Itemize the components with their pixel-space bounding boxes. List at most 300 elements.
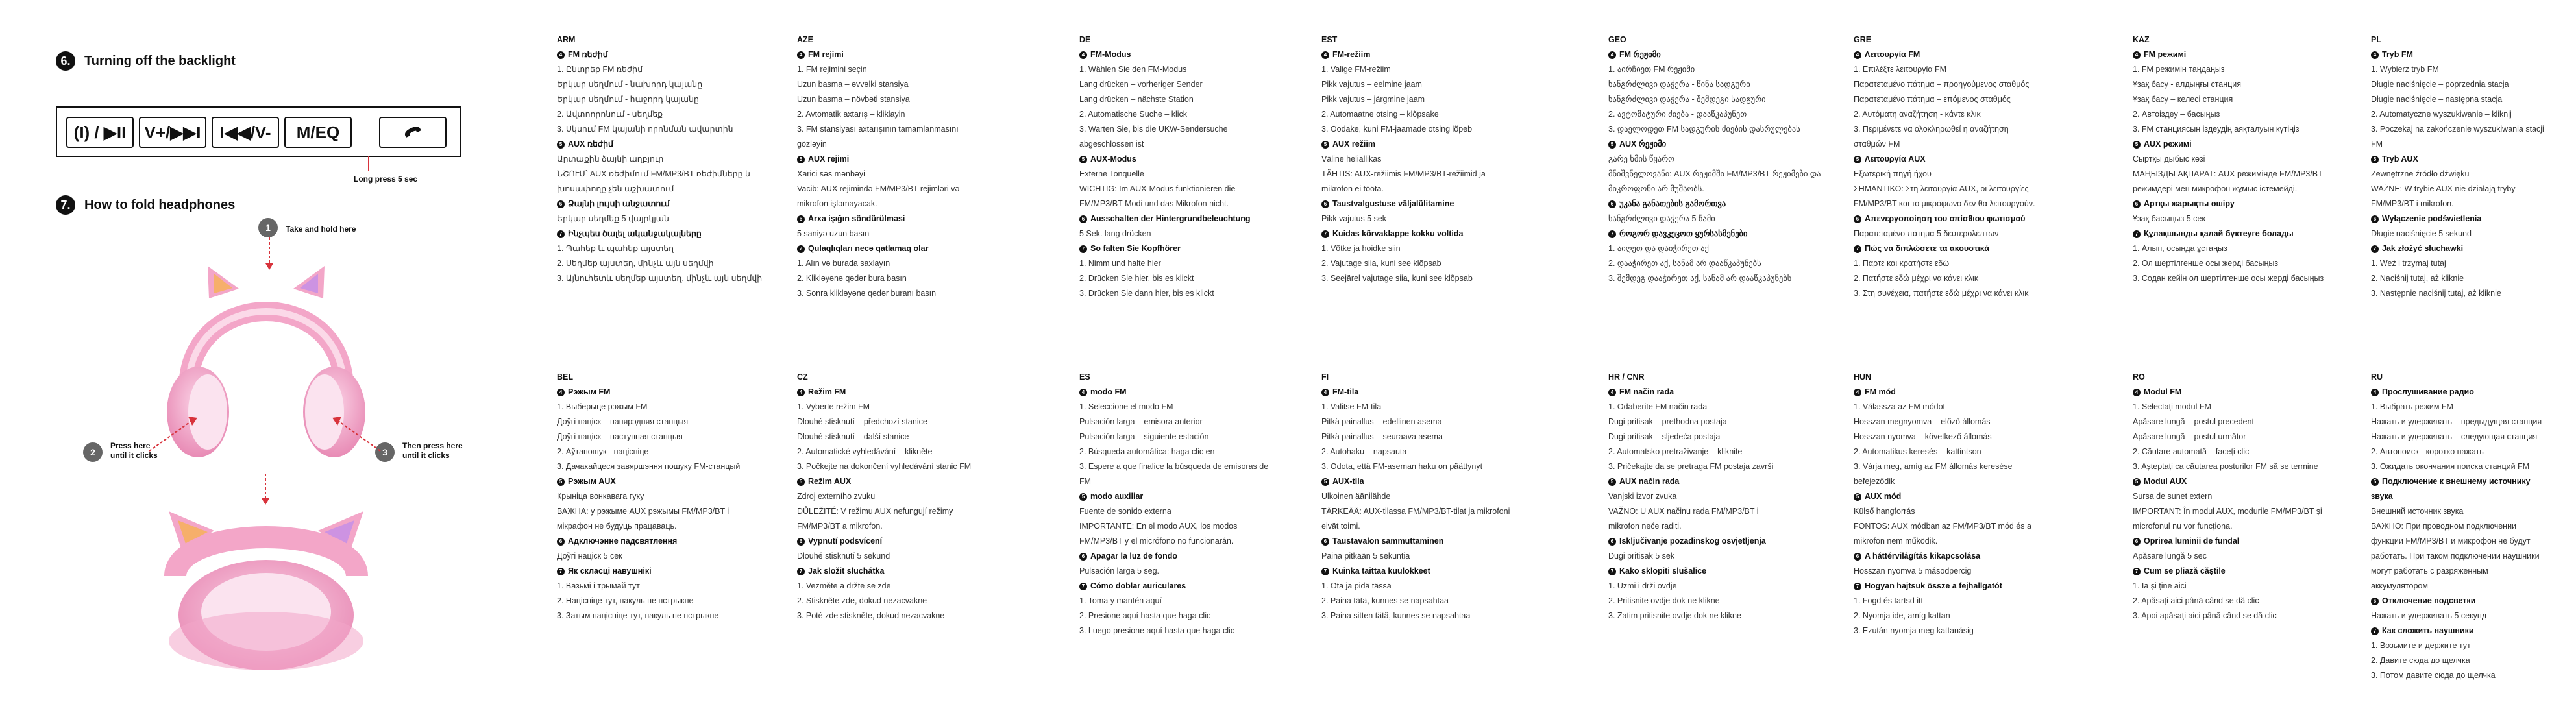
- instruction-heading: [1608, 197, 1842, 212]
- instruction-line: 2. Presione aquí hasta que haga clic: [1079, 611, 1211, 620]
- instruction-heading-text: Wyłączenie podświetlenia: [2382, 214, 2482, 223]
- instruction-line: mikrofon işləmayacak.: [797, 199, 877, 208]
- long-press-arrow: [363, 154, 383, 174]
- instruction-heading-text: Taustvalgustuse väljalülitamine: [1332, 199, 1454, 208]
- instruction-heading: [1321, 137, 1555, 152]
- instruction-line: Нажать и удерживать – предыдущая станция: [2371, 417, 2542, 426]
- instruction-heading: [1854, 212, 2087, 226]
- instruction-line: Apăsare lungă – postul următor: [2133, 432, 2246, 441]
- instruction-line: 3. Zatim pritisnite ovdje dok ne klikne: [1608, 611, 1741, 620]
- instruction-line: 1. Выбрать режим FM: [2371, 402, 2453, 411]
- instruction-line: 1. Uzmi i drži ovdje: [1608, 581, 1677, 590]
- instruction-line: Fuente de sonido externa: [1079, 507, 1171, 516]
- step-number-icon: 4: [2371, 51, 2379, 59]
- instruction-heading-text: როგორ დავკეცოთ ყურსასმენები: [1619, 229, 1748, 238]
- instruction-line: 2. Ол шертілгенше осы жерді басыңыз: [2133, 259, 2279, 268]
- step-number-icon: 6: [1854, 215, 1861, 223]
- step-number-icon: 6: [2371, 598, 2379, 605]
- instruction-line: 3. Στη συνέχεια, πατήστε εδώ μέχρι να κάνει κλικ: [1854, 289, 2029, 298]
- instruction-heading-text: Рэжым AUX: [568, 477, 616, 486]
- instruction-heading: [1321, 197, 1555, 212]
- instruction-heading: [1321, 534, 1555, 549]
- instruction-heading-text: Артқы жарықты өшіру: [2144, 199, 2235, 208]
- phone-icon: [402, 121, 424, 143]
- instruction-heading: [2371, 594, 2566, 609]
- step-number-icon: 5: [1854, 156, 1861, 163]
- instruction-line: Lang drücken – vorheriger Sender: [1079, 80, 1203, 89]
- language-code: DE: [1079, 35, 1091, 44]
- instruction-line: mikrofon neće raditi.: [1608, 522, 1682, 531]
- instruction-heading-text: FM mód: [1865, 387, 1896, 396]
- instruction-line: 1. Weź i trzymaj tutaj: [2371, 259, 2446, 268]
- instruction-heading-text: Рэжым FM: [568, 387, 611, 396]
- language-code: ARM: [557, 35, 576, 44]
- instruction-heading: [1079, 489, 1313, 504]
- instruction-line: befejeződik: [1854, 477, 1895, 486]
- step-number-icon: 7: [1321, 230, 1329, 238]
- instruction-line: 2. Vajutage siia, kuni see klõpsab: [1321, 259, 1441, 268]
- instruction-line: Pulsación larga – siguiente estación: [1079, 432, 1209, 441]
- instruction-line: 3. Poczekaj na zakończenie wyszukiwania stacji: [2371, 125, 2544, 134]
- language-block: [1079, 32, 1313, 301]
- instruction-line: 1. Wählen Sie den FM-Modus: [1079, 65, 1187, 74]
- instruction-heading-text: AUX режимі: [2144, 139, 2192, 149]
- instruction-line: მიკროფონი არ მუშაობს.: [1608, 184, 1704, 193]
- language-block: [1321, 370, 1555, 623]
- instruction-heading: [1854, 241, 2087, 256]
- instruction-line: 2. Αυτόματη αναζήτηση - κάντε κλικ: [1854, 110, 1981, 119]
- instruction-line: Доўгі націск – наступная станцыя: [557, 432, 683, 441]
- language-block: [1608, 370, 1842, 623]
- instruction-line: 1. Выберыце рэжым FM: [557, 402, 648, 411]
- instruction-line: 5 Sek. lang drücken: [1079, 229, 1151, 238]
- instruction-heading: [1608, 47, 1842, 62]
- step-number-icon: 6: [797, 538, 805, 546]
- section-fold-title: [56, 195, 235, 215]
- instruction-heading: [1608, 534, 1842, 549]
- instruction-heading-text: FM რეჟიმი: [1619, 50, 1661, 59]
- instruction-line: Externe Tonquelle: [1079, 169, 1144, 178]
- instruction-line: IMPORTANT: În modul AUX, modurile FM/MP3/BT și: [2133, 507, 2322, 516]
- instruction-line: ხანგრძლივი დაჭერა 5 წამი: [1608, 214, 1715, 223]
- step-number-icon: 4: [1854, 51, 1861, 59]
- instruction-heading-text: Režim AUX: [808, 477, 852, 486]
- mode-eq-key: M/EQ: [284, 117, 352, 148]
- instruction-line: Długie naciśnięcie – następna stacja: [2371, 95, 2503, 104]
- instruction-heading-text: FM-Modus: [1090, 50, 1131, 59]
- instruction-heading-text: Vypnutí podsvícení: [808, 537, 883, 546]
- instruction-line: FM/MP3/BT-Modi und das Mikrofon nicht.: [1079, 199, 1229, 208]
- instruction-line: аккумулятором: [2371, 581, 2428, 590]
- instruction-heading-text: Tryb FM: [2382, 50, 2413, 59]
- instruction-heading: [1079, 579, 1313, 594]
- instruction-line: Ұзақ басу – келесі станция: [2133, 95, 2233, 104]
- instruction-line: 1. Alın və burada saxlayın: [797, 259, 890, 268]
- language-block: [2133, 370, 2366, 623]
- step-number-icon: 5: [1608, 141, 1616, 149]
- instruction-heading: [797, 564, 1031, 579]
- fold-step-3-text: Then press here until it clicks: [402, 441, 463, 460]
- instruction-line: 3. Oodake, kuni FM-jaamade otsing lõpeb: [1321, 125, 1473, 134]
- instruction-heading-text: FM-tila: [1332, 387, 1359, 396]
- language-code: GRE: [1854, 35, 1872, 44]
- instruction-line: 2. Autohaku – napsauta: [1321, 447, 1407, 456]
- instruction-heading: [2371, 241, 2566, 256]
- step-number-icon: 4: [1079, 389, 1087, 396]
- instruction-line: IMPORTANTE: En el modo AUX, los modos: [1079, 522, 1238, 531]
- instruction-heading-text: Отключение подсветки: [2382, 596, 2476, 605]
- instruction-heading-text: FM режимі: [2144, 50, 2187, 59]
- instruction-line: 3. Ожидать окончания поиска станций FM: [2371, 462, 2530, 471]
- step-number-icon: 7: [1854, 583, 1861, 590]
- instruction-line: Vacib: AUX rejimində FM/MP3/BT rejimləri və: [797, 184, 960, 193]
- step-number-icon: 7: [1608, 568, 1616, 575]
- fold-step-1-badge: 1: [258, 218, 278, 237]
- instruction-heading: [2371, 152, 2566, 167]
- instruction-line: 1. Вазьмі і трымай тут: [557, 581, 640, 590]
- step-number-icon: 5: [1079, 156, 1087, 163]
- instruction-line: 3. Poté zde stiskněte, dokud nezacvakne: [797, 611, 945, 620]
- instruction-heading-text: Isključivanje pozadinskog osvjetljenja: [1619, 537, 1766, 546]
- instruction-line: 1. Valige FM-režiim: [1321, 65, 1391, 74]
- instruction-heading-text: FM način rada: [1619, 387, 1674, 396]
- instruction-line: 2. Automatische Suche – klick: [1079, 110, 1188, 119]
- instruction-line: 2. Drücken Sie hier, bis es klickt: [1079, 274, 1194, 283]
- instruction-line: Lang drücken – nächste Station: [1079, 95, 1194, 104]
- step-number-icon: 5: [2133, 141, 2141, 149]
- instruction-line: WICHTIG: Im AUX-Modus funktionieren die: [1079, 184, 1236, 193]
- instruction-line: eivät toimi.: [1321, 522, 1360, 531]
- instruction-heading-text: Taustavalon sammuttaminen: [1332, 537, 1444, 546]
- instruction-line: 2. Căutare automată – faceți clic: [2133, 447, 2250, 456]
- instruction-line: Доўгі націск – папярэдняя станцыя: [557, 417, 689, 426]
- step-number-icon: 5: [1321, 141, 1329, 149]
- instruction-line: Długie naciśnięcie – poprzednia stacja: [2371, 80, 2509, 89]
- instruction-heading-text: Režim FM: [808, 387, 846, 396]
- instruction-heading-text: FM ռեժիմ: [568, 50, 608, 59]
- instruction-line: 1. Ota ja pidä tässä: [1321, 581, 1392, 590]
- step-number-icon: 4: [1854, 389, 1861, 396]
- step-number-icon: 4: [1321, 51, 1329, 59]
- instruction-heading-text: Ausschalten der Hintergrundbeleuchtung: [1090, 214, 1251, 223]
- instruction-line: Dugi pritisak 5 sek: [1608, 551, 1675, 561]
- instruction-line: 3. Așteptați ca căutarea posturilor FM să se termine: [2133, 462, 2318, 471]
- instruction-line: 3. Luego presione aquí hasta que haga clic: [1079, 626, 1235, 635]
- instruction-heading-text: Apagar la luz de fondo: [1090, 551, 1178, 561]
- instruction-line: Pikk vajutus 5 sek: [1321, 214, 1387, 223]
- instruction-line: 3. FM станциясын іздеудің аяқталуын күтіңіз: [2133, 125, 2300, 134]
- instruction-line: 1. Valitse FM-tila: [1321, 402, 1382, 411]
- instruction-line: 3. დაელოდეთ FM სადგურის ძიების დასრულებას: [1608, 125, 1800, 134]
- language-code: HR / CNR: [1608, 372, 1645, 381]
- instruction-heading-text: Cum se pliază căștile: [2144, 566, 2226, 575]
- instruction-line: 3. Następnie naciśnij tutaj, aż kliknie: [2371, 289, 2501, 298]
- instruction-line: 1. Võtke ja hoidke siin: [1321, 244, 1401, 253]
- instruction-line: Παρατεταμένο πάτημα – προηγούμενος σταθμός: [1854, 80, 2030, 89]
- fold-step-2-text: Press here until it clicks: [110, 441, 158, 460]
- instruction-heading-text: Qulaqlıqları necə qatlamaq olar: [808, 244, 929, 253]
- step-number-icon: 7: [1079, 245, 1087, 253]
- instruction-heading: [2133, 564, 2366, 579]
- language-block: [797, 370, 1031, 623]
- instruction-line: Երկար սեղմում - նախորդ կայանը: [557, 80, 703, 89]
- instruction-line: 1. აირჩიეთ FM რეჟიმი: [1608, 65, 1695, 74]
- instruction-heading: [1079, 549, 1313, 564]
- instruction-line: Крыніца вонкавага гуку: [557, 492, 644, 501]
- instruction-heading-text: Oprirea luminii de fundal: [2144, 537, 2240, 546]
- step-number-icon: 5: [1321, 478, 1329, 486]
- language-code: GEO: [1608, 35, 1626, 44]
- instruction-heading: [557, 534, 791, 549]
- instruction-heading: [2133, 47, 2366, 62]
- instruction-heading-text: Құлақшынды қалай бүктеуге болады: [2144, 229, 2294, 238]
- instruction-line: ხანგრძლივი დაჭერა - შემდეგი სადგური: [1608, 95, 1766, 104]
- instruction-line: Երկար սեղմեք 5 վայրկյան: [557, 214, 669, 223]
- language-block: [557, 370, 791, 623]
- fold-step-3-arrow: [330, 415, 382, 454]
- instruction-heading: [2133, 385, 2366, 400]
- instruction-line: Apăsare lungă 5 sec: [2133, 551, 2207, 561]
- instruction-heading-text: AUX რეჟიმი: [1619, 139, 1667, 149]
- instruction-line: 1. Seleccione el modo FM: [1079, 402, 1173, 411]
- instruction-line: Külső hangforrás: [1854, 507, 1915, 516]
- instruction-line: 1. FM rejimini seçin: [797, 65, 867, 74]
- instruction-heading-text: Прослушивание радио: [2382, 387, 2474, 396]
- instruction-line: 2. Paina tätä, kunnes se napsahtaa: [1321, 596, 1449, 605]
- instruction-line: 2. Автопоиск - коротко нажать: [2371, 447, 2484, 456]
- instruction-heading-text: Modul FM: [2144, 387, 2182, 396]
- step-number-icon: 4: [1608, 51, 1616, 59]
- instruction-heading-text: Как сложить наушники: [2382, 626, 2474, 635]
- instruction-line: мікрафон не будуць працаваць.: [557, 522, 677, 531]
- volume-down-prev-key: I◀◀/V-: [212, 117, 279, 148]
- step-number-icon: 6: [557, 200, 565, 208]
- instruction-heading-text: Адключэнне падсвятлення: [568, 537, 678, 546]
- instruction-heading-text: AUX režiim: [1332, 139, 1375, 149]
- instruction-line: 3. FM stansiyası axtarışının tamamlanmasını: [797, 125, 959, 134]
- instruction-heading-text: Як скласці навушнікі: [568, 566, 652, 575]
- instruction-line: 2. Սեղմեք այստեղ, մինչև այն սեղմվի: [557, 259, 714, 268]
- instruction-line: Uzun basma – əvvəlki stansiya: [797, 80, 909, 89]
- instruction-line: 3. Drücken Sie dann hier, bis es klickt: [1079, 289, 1214, 298]
- instruction-heading-text: Tryb AUX: [2382, 154, 2418, 163]
- language-block: [2371, 32, 2566, 301]
- instruction-line: 2. Πατήστε εδώ μέχρι να κάνει κλικ: [1854, 274, 1979, 283]
- instruction-line: 1. Nimm und halte hier: [1079, 259, 1161, 268]
- instruction-heading: [1321, 385, 1555, 400]
- instruction-heading: [2133, 474, 2366, 489]
- instruction-line: FONTOS: AUX módban az FM/MP3/BT mód és a: [1854, 522, 2031, 531]
- fold-step-2-badge: 2: [83, 442, 103, 462]
- section-title-text: Turning off the backlight: [84, 53, 236, 68]
- instruction-line: 2. Stiskněte zde, dokud nezacvakne: [797, 596, 927, 605]
- instruction-heading: [1321, 226, 1555, 241]
- instruction-heading: [797, 212, 1031, 226]
- instruction-line: Εξωτερική πηγή ήχου: [1854, 169, 1932, 178]
- instruction-heading-text: Arxa işığın söndürülməsi: [808, 214, 905, 223]
- instruction-line: 3. Содан кейін ол шертілгенше осы жерді басыңыз: [2133, 274, 2324, 283]
- instruction-line: 2. დააჭირეთ აქ, სანამ არ დააწკაპუნებს: [1608, 259, 1761, 268]
- instruction-line: 2. Automatické vyhledávání – klikněte: [797, 447, 933, 456]
- instruction-line: Παρατεταμένο πάτημα 5 δευτερολέπτων: [1854, 229, 1999, 238]
- instruction-heading: [1608, 385, 1842, 400]
- language-code: KAZ: [2133, 35, 2150, 44]
- instruction-line: 2. Avtomatik axtarış – kliklayin: [797, 110, 905, 119]
- instruction-heading-text: Λειτουργία FM: [1865, 50, 1920, 59]
- instruction-heading-text: AUX-Modus: [1090, 154, 1136, 163]
- instruction-line: 2. Автоіздеу – басыңыз: [2133, 110, 2220, 119]
- instruction-heading-text: modo FM: [1090, 387, 1127, 396]
- instruction-line: 1. FM режимін таңдаңыз: [2133, 65, 2225, 74]
- instruction-line: FM/MP3/BT i mikrofon.: [2371, 199, 2454, 208]
- step-number-icon: 4: [2133, 51, 2141, 59]
- language-code: PL: [2371, 35, 2381, 44]
- step-number-icon: 4: [797, 51, 805, 59]
- instruction-line: 3. Սկսում FM կայանի որոնման ավարտին: [557, 125, 733, 134]
- instruction-heading: [1608, 474, 1842, 489]
- step-number-icon: 6: [2133, 200, 2141, 208]
- instruction-line: 2. Klikləyənə qədər bura basın: [797, 274, 907, 283]
- instruction-line: могут работать с разряженным: [2371, 566, 2488, 575]
- instruction-line: FM/MP3/BT y el micrófono no funcionarán.: [1079, 537, 1234, 546]
- instruction-line: 3. Ezután nyomja meg kattanásig: [1854, 626, 1974, 635]
- instruction-line: 3. Várja meg, amíg az FM állomás keresése: [1854, 462, 2013, 471]
- power-play-key: (I) / ▶II: [66, 117, 134, 148]
- instruction-line: Pikk vajutus – järgmine jaam: [1321, 95, 1425, 104]
- instruction-line: 5 saniyə uzun basın: [797, 229, 870, 238]
- step-number-icon: 4: [1608, 389, 1616, 396]
- step-number-icon: 7: [797, 245, 805, 253]
- instruction-line: 3. Seejärel vajutage siia, kuni see klõpsab: [1321, 274, 1473, 283]
- instruction-line: 3. Odota, että FM-aseman haku on päättynyt: [1321, 462, 1483, 471]
- instruction-line: МАҢЫЗДЫ АҚПАРАТ: AUX режимінде FM/MP3/BT: [2133, 169, 2323, 178]
- language-code: AZE: [797, 35, 813, 44]
- instruction-heading: [2371, 623, 2566, 638]
- instruction-line: 1. Odaberite FM način rada: [1608, 402, 1708, 411]
- language-code: EST: [1321, 35, 1338, 44]
- fold-step-3-badge: 3: [375, 442, 395, 462]
- instruction-heading-text: Jak složit sluchátka: [808, 566, 885, 575]
- instruction-line: 3. Apoi apăsați aici până când se dă clic: [2133, 611, 2277, 620]
- instruction-heading: [2371, 474, 2566, 489]
- instruction-line: 1. Алып, осында ұстаңыз: [2133, 244, 2227, 253]
- instruction-heading-text: AUX rejimi: [808, 154, 850, 163]
- instruction-heading-text: Modul AUX: [2144, 477, 2187, 486]
- instruction-line: σταθμών FM: [1854, 139, 1900, 149]
- instruction-line: Երկար սեղմում - հաջորդ կայանը: [557, 95, 699, 104]
- instruction-line: 1. Wybierz tryb FM: [2371, 65, 2439, 74]
- instruction-line: 2. Аўтапошук - націсніце: [557, 447, 649, 456]
- instruction-line: mikrofon ei tööta.: [1321, 184, 1384, 193]
- instruction-line: 1. Válassza az FM módot: [1854, 402, 1946, 411]
- instruction-line: 3. Pričekajte da se pretraga FM postaja završi: [1608, 462, 1774, 471]
- instruction-heading: [1854, 152, 2087, 167]
- instruction-line: ВАЖНО: При проводном подключении: [2371, 522, 2517, 531]
- step-number-icon: 7: [1608, 230, 1616, 238]
- instruction-line: 1. Fogd és tartsd itt: [1854, 596, 1923, 605]
- instruction-line: 3. Затым націсніце тут, пакуль не пстрыкне: [557, 611, 719, 620]
- instruction-line: Ulkoinen äänilähde: [1321, 492, 1391, 501]
- step-number-icon: 4: [797, 389, 805, 396]
- instruction-line: Pikk vajutus – eelmine jaam: [1321, 80, 1422, 89]
- instruction-line: Zewnętrzne źródło dźwięku: [2371, 169, 2470, 178]
- instruction-line: Hosszan nyomva 5 másodpercig: [1854, 566, 1972, 575]
- instruction-line: 3. Warten Sie, bis die UKW-Sendersuche: [1079, 125, 1228, 134]
- instruction-line: 1. Возьмите и держите тут: [2371, 641, 2471, 650]
- instruction-line: mikrofon nem működik.: [1854, 537, 1938, 546]
- step-number-icon: 5: [2133, 478, 2141, 486]
- instruction-line: 2. Ավտոորոնում - սեղմեք: [557, 110, 663, 119]
- instruction-heading: [2133, 226, 2366, 241]
- instruction-line: Доўгі націск 5 сек: [557, 551, 622, 561]
- instruction-heading: [557, 47, 791, 62]
- instruction-line: ΣΗΜΑΝΤΙΚΟ: Στη λειτουργία AUX, οι λειτουργίες: [1854, 184, 2029, 193]
- instruction-heading: [557, 474, 791, 489]
- language-code: BEL: [557, 372, 573, 381]
- section-title-text: How to fold headphones: [84, 197, 236, 212]
- instruction-heading-text: AUX-tila: [1332, 477, 1364, 486]
- instruction-heading: [1321, 47, 1555, 62]
- step-number-icon: 6: [557, 538, 565, 546]
- language-block: [797, 32, 1031, 301]
- language-block: [557, 32, 791, 286]
- instruction-line: Нажать и удерживать 5 секунд: [2371, 611, 2487, 620]
- step-number-icon: 5: [557, 141, 565, 149]
- instruction-heading-text: FM rejimi: [808, 50, 844, 59]
- step-number-icon: 6: [1321, 200, 1329, 208]
- step-number-icon: 7: [2371, 245, 2379, 253]
- instruction-heading-text: AUX mód: [1865, 492, 1902, 501]
- instruction-line: 3. Espere a que finalice la búsqueda de emisoras de: [1079, 462, 1269, 471]
- step-number-icon: 4: [1079, 51, 1087, 59]
- instruction-heading-text: Подключение к внешнему источнику: [2382, 477, 2531, 486]
- step-number-icon: 5: [1854, 493, 1861, 501]
- step-number-icon: 6: [797, 215, 805, 223]
- instruction-heading-text: Hogyan hajtsuk össze a fejhallgatót: [1865, 581, 2002, 590]
- fold-step-1-arrow: [265, 237, 274, 270]
- language-code: RU: [2371, 372, 2383, 381]
- instruction-heading: [1854, 385, 2087, 400]
- instruction-heading-text: Kuidas kõrvaklappe kokku voltida: [1332, 229, 1464, 238]
- step-number-icon: 5: [1079, 493, 1087, 501]
- step-number-icon: 4: [2133, 389, 2141, 396]
- instruction-heading: [797, 241, 1031, 256]
- instruction-line: 3. შემდეგ დააჭირეთ აქ, სანამ არ დააწკაპუნებს: [1608, 274, 1792, 283]
- instruction-line: 1. Επιλέξτε λειτουργία FM: [1854, 65, 1947, 74]
- step-number-icon: 5: [557, 478, 565, 486]
- step-number-icon: 4: [557, 389, 565, 396]
- instruction-line: 2. Nyomja ide, amíg kattan: [1854, 611, 1950, 620]
- language-block: [1854, 32, 2087, 301]
- instruction-line: 2. Automatikus keresés – kattintson: [1854, 447, 1981, 456]
- step-number-icon: 4: [1321, 389, 1329, 396]
- instruction-line: Xarici səs mənbəyi: [797, 169, 865, 178]
- step-number-icon: 6: [2133, 538, 2141, 546]
- instruction-line: 3. Дачакайцеся завяршэння пошуку FM-станцый: [557, 462, 741, 471]
- instruction-line: 1. Selectați modul FM: [2133, 402, 2211, 411]
- instruction-line: ВАЖНА: у рэжыме AUX рэжымы FM/MP3/BT і: [557, 507, 730, 516]
- instruction-line: 3. Այնուհետև սեղմեք այստեղ, մինչև այն սեղմվի: [557, 274, 763, 283]
- step-number-icon: 5: [1608, 478, 1616, 486]
- instruction-heading: [557, 385, 791, 400]
- instruction-heading: [2133, 197, 2366, 212]
- language-code: CZ: [797, 372, 808, 381]
- instruction-heading-text: Cómo doblar auriculares: [1090, 581, 1186, 590]
- instruction-line: Ұзақ басу - алдыңғы станция: [2133, 80, 2242, 89]
- instruction-line: ՆՇՈՒՄ՝ AUX ռեժիմում FM/MP3/BT ռեժիմները և: [557, 169, 752, 178]
- instruction-line: 1. Ընտրեք FM ռեժիմ: [557, 65, 643, 74]
- instruction-heading: [797, 474, 1031, 489]
